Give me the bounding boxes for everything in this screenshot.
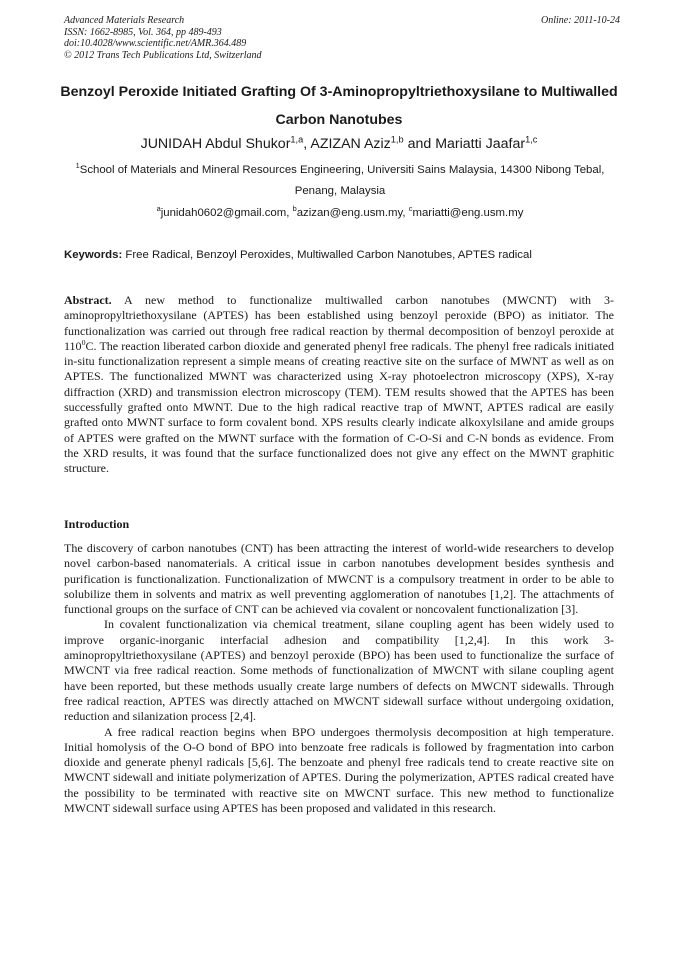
keywords	[64, 247, 620, 263]
online-date: Online: 2011-10-24	[541, 15, 620, 26]
issn-line: ISSN: 1662-8985, Vol. 364, pp 489-493	[64, 26, 222, 38]
abstract-label: Abstract.	[64, 293, 112, 307]
email-superscript: a	[156, 204, 161, 214]
author-name: Mariatti Jaafar	[435, 136, 526, 152]
author-name: JUNIDAH Abdul Shukor	[140, 136, 291, 152]
abstract	[64, 293, 614, 477]
doi-line: doi:10.4028/www.scientific.net/AMR.364.489	[64, 38, 247, 49]
author-superscript: 1,a	[290, 134, 304, 145]
email-address: mariatti@eng.usm.my	[412, 207, 524, 219]
keywords-label: Keywords:	[64, 249, 123, 261]
introduction-body	[64, 541, 614, 816]
email-superscript: c	[408, 204, 413, 214]
keywords-text: Free Radical, Benzoyl Peroxides, Multiwalled Carbon Nanotubes, APTES radical	[125, 249, 532, 261]
abstract-text: A new method to functionalize multiwalled carbon nanotubes (MWCNT) with 3-aminopropyltriethoxysilane (APTES) has been established using benzoyl peroxide (BPO) as initiator. The functionalization was carried out through free radical reaction by thermal decomposition of benzoyl peroxide at 110	[64, 293, 615, 353]
journal-header	[64, 15, 620, 61]
affiliation-text: School of Materials and Mineral Resources Engineering, Universiti Sains Malaysia, 14300 Nibong Tebal, Penang, Malaysia	[79, 164, 605, 197]
paper-title: Benzoyl Peroxide Initiated Grafting Of 3-Aminopropyltriethoxysilane to Multiwalled Carbon Nanotubes	[60, 84, 618, 128]
paragraph: A free radical reaction begins when BPO undergoes thermolysis decomposition at high temperature. Initial homolysis of the O-O bond of BPO into benzoate free radicals is followed by fragmentation into carbon dioxide and generate phenyl radicals [5,6]. The benzoate and phenyl free radicals tend to create reactive site on MWCNT sidewall and initiate polymerization of APTES. During the polymerization, APTES radical created have the possibility to be terminated with reactive site on MWCNT surface. This new method to functionalize MWCNT sidewall surface using APTES has been proposed and validated in this research.	[64, 724, 614, 816]
author-emails	[60, 204, 620, 222]
email-address: junidah0602@gmail.com,	[160, 207, 290, 219]
abstract-text: C. The reaction liberated carbon dioxide and generated phenyl free radicals. The phenyl free radicals initiated in-situ functionalization represent a simple means of creating reactive site on the surface of MWNT as well as on APTES. The functionalized MWNT was characterized using X-ray photoelectron microscopy (XPS), X-ray diffraction (XRD) and transmission electron microscopy (TEM). TEM results showed that the APTES has been successfully grafted onto MWNT. Due to the high radical reactive trap of MWNT, APTES radical are easily grafted onto MWNT surface to form covalent bond. XPS results clearly indicate alkoxylsilane and amide groups of APTES were grafted on the MWNT surface with the formation of C-O-Si and C-N bonds as evidence. From the XRD results, it was found that the surface functionalized does not give any effect on the MWNT graphitic structure.	[64, 338, 614, 476]
copyright-line: © 2012 Trans Tech Publications Ltd, Switzerland	[64, 49, 262, 61]
affiliation-superscript: 1	[75, 161, 80, 171]
author-superscript: 1,b	[390, 134, 404, 145]
author-list: JUNIDAH Abdul Shukor$^{1,a}$, AZIZAN Aziz$^{1,b}$ and Mariatti Jaafar$^{1,c}$	[140, 134, 538, 152]
section-heading: Introduction	[64, 517, 130, 531]
degree-superscript: 0	[81, 337, 86, 347]
paragraph: The discovery of carbon nanotubes (CNT) has been attracting the interest of world-wide researchers to develop novel carbon-based nanomaterials. A critical issue in carbon nanotubes development besides synthesis and purification is functionalization. Functionalization of MWCNT is a compulsory treatment in order to be able to solubilize them in solvents and matrix as well preventing agglomeration of nanotubes [1,2]. The attachments of functional groups on the surface of CNT can be achieved via covalent or noncovalent functionalization [3].	[64, 541, 614, 617]
email-superscript: b	[292, 204, 297, 214]
author-superscript: 1,c	[525, 134, 538, 145]
author-conjunction: and	[407, 136, 432, 152]
affiliation	[60, 160, 620, 202]
email-address: azizan@eng.usm.my,	[296, 207, 406, 219]
author-name: AZIZAN Aziz	[310, 136, 391, 152]
paragraph: In covalent functionalization via chemical treatment, silane coupling agent has been widely used to improve organic-inorganic interfacial adhesion and compatibility [1,2,4]. In this work 3-aminopropyltriethoxysilane (APTES) and benzoyl peroxide (BPO) has been used to functionalize the surface of MWCNT via free radical reaction. Some methods of functionalization of MWCNT with silane coupling agent have been reported, but these methods usually create large numbers of defects on MWCNT sidewalls. Through free radical reaction, APTES was directly attached on MWCNT sidewall surface without undergoing oxidation, reduction and silanization process [2,4].	[64, 617, 614, 724]
journal-name: Advanced Materials Research	[64, 15, 185, 26]
